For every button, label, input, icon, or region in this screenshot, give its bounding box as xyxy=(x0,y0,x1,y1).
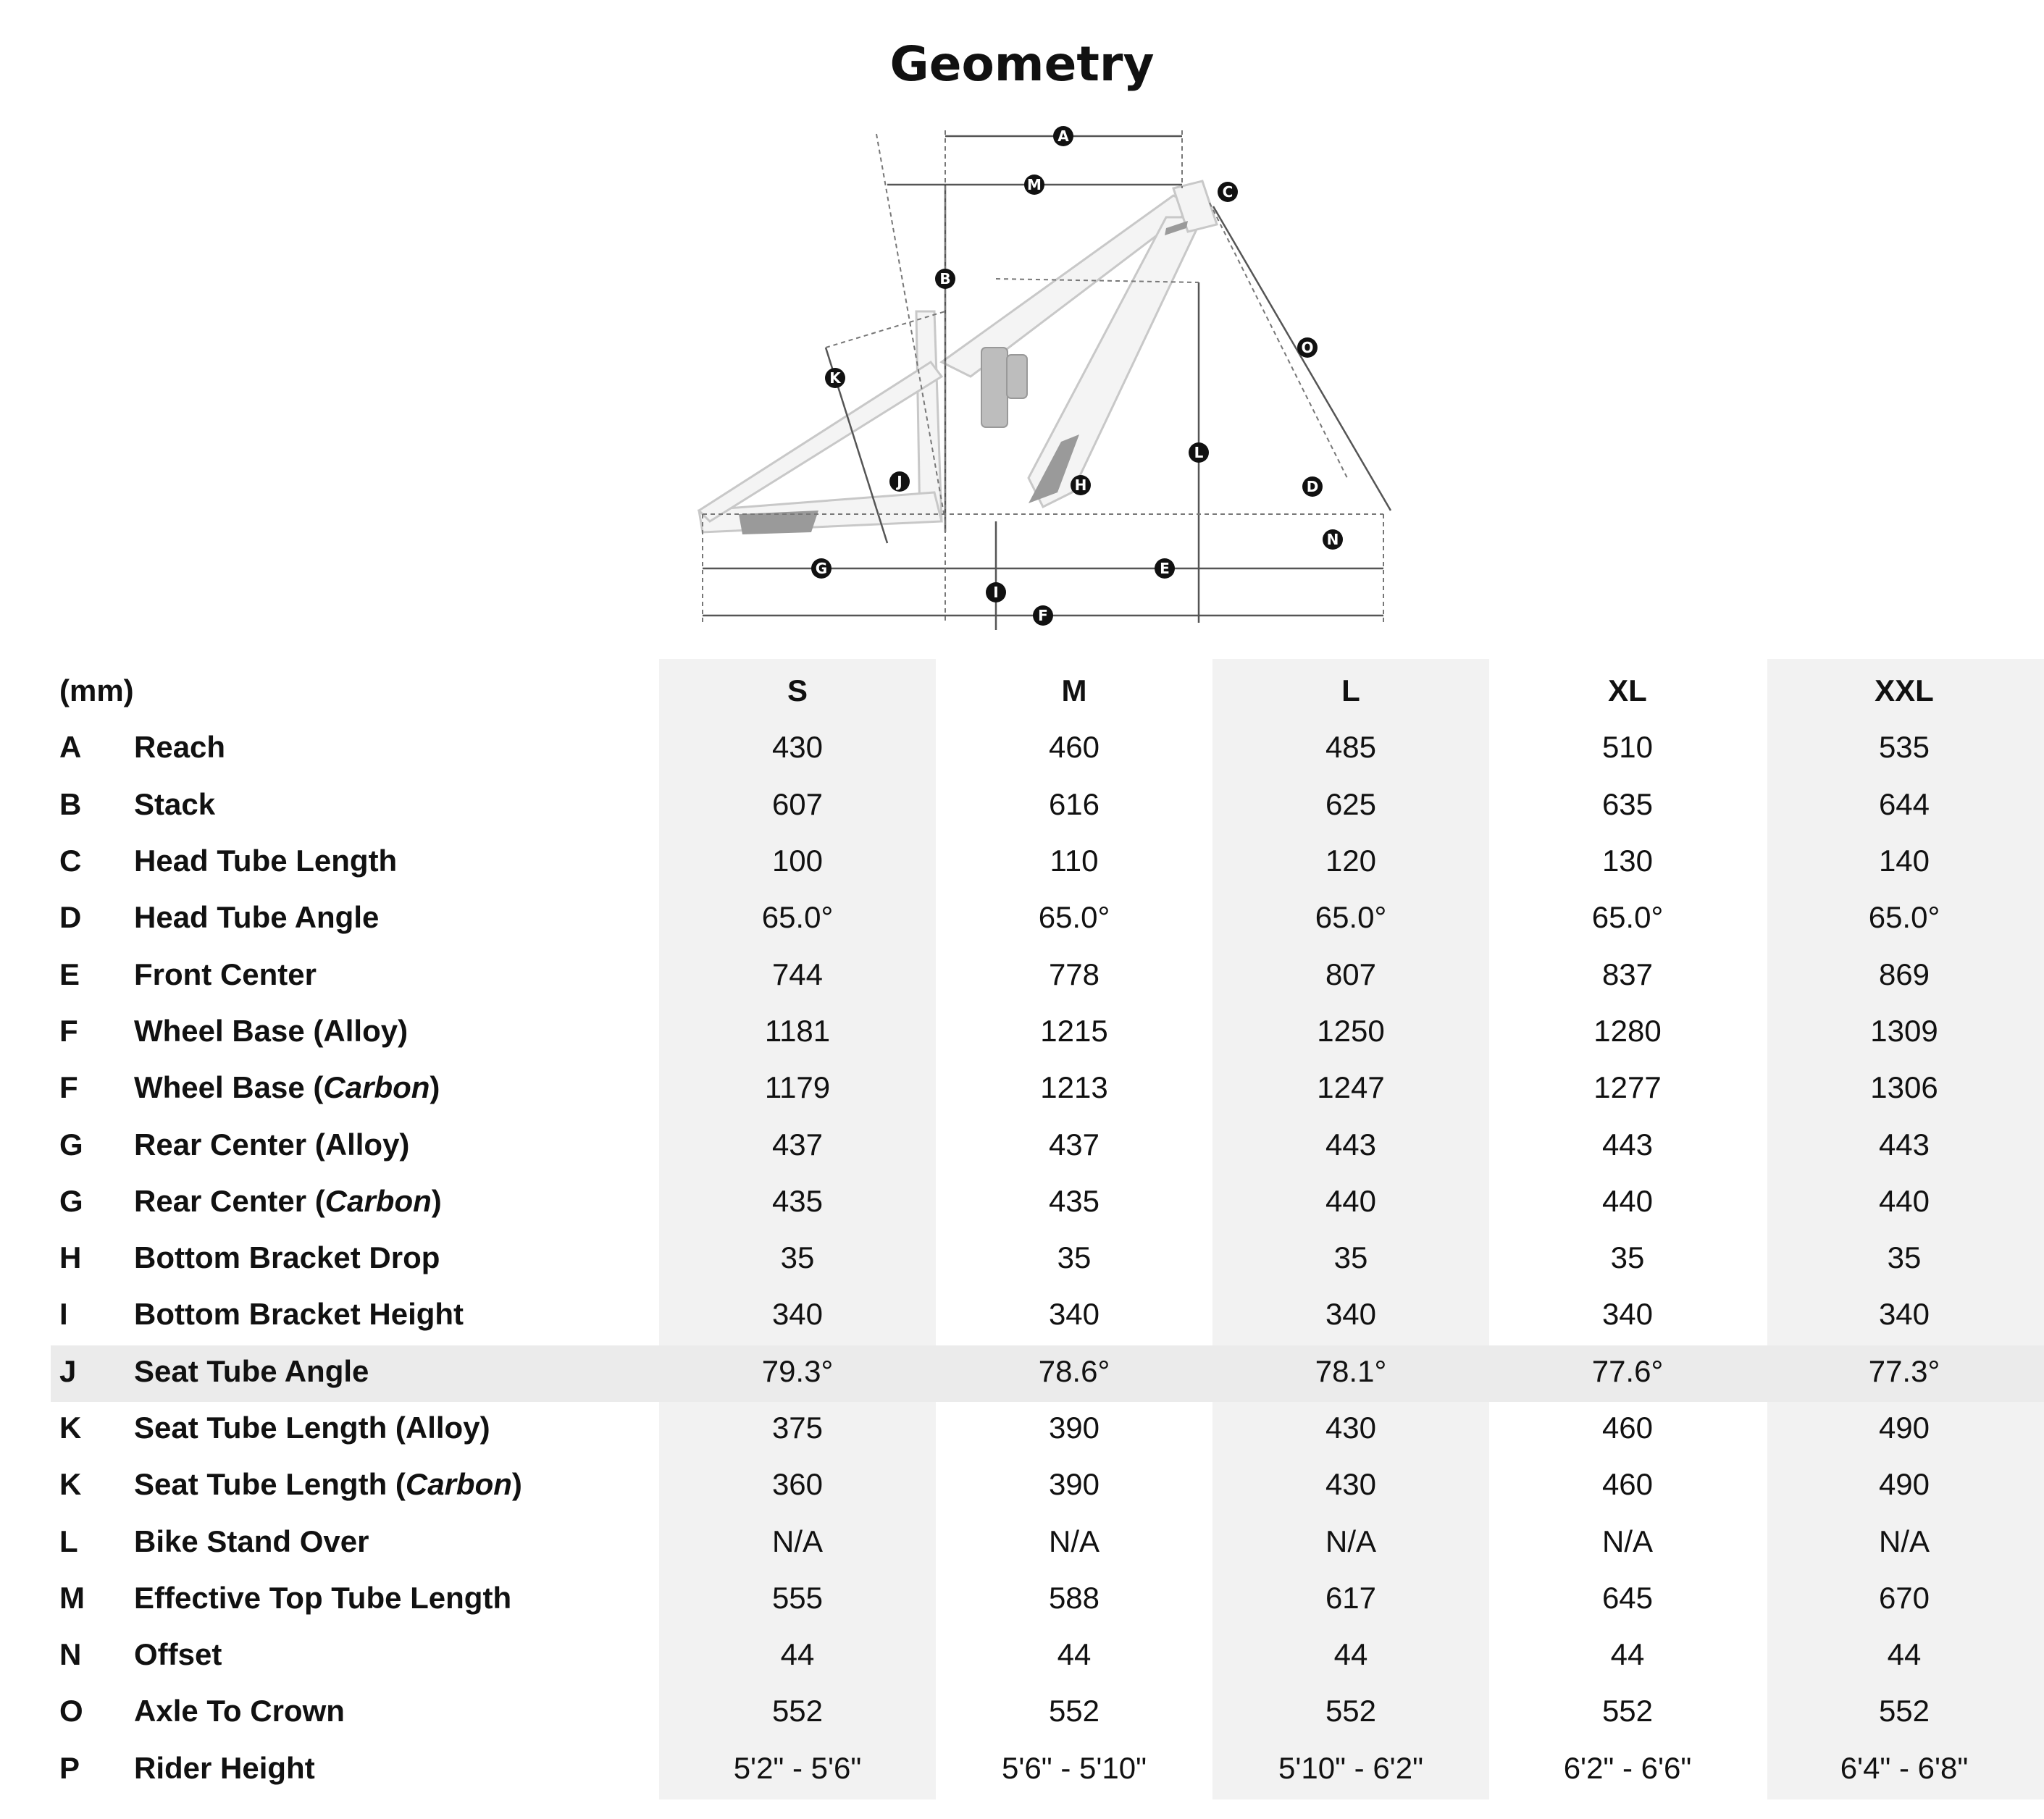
geometry-diagram xyxy=(666,116,1420,637)
marker-b xyxy=(935,269,955,289)
row-name-text: Head Tube Angle xyxy=(134,900,380,935)
table-row xyxy=(51,1286,2043,1343)
row-value: 79.3° xyxy=(761,1353,834,1388)
row-name-text: Rear Center ( xyxy=(134,1183,325,1218)
row-value: 44 xyxy=(1887,1637,1922,1672)
row-name-emphasis: Carbon xyxy=(324,1183,432,1218)
table-row xyxy=(51,1740,2043,1797)
row-letter: E xyxy=(59,957,80,991)
row-value: 65.0° xyxy=(1038,900,1110,935)
svg-text:D: D xyxy=(1306,478,1319,495)
svg-text:C: C xyxy=(1222,183,1233,201)
row-value: 1181 xyxy=(764,1013,831,1048)
row-value: 607 xyxy=(771,786,824,821)
row-value: 44 xyxy=(1610,1637,1645,1672)
row-name-text: Reach xyxy=(134,730,226,765)
row-value: 443 xyxy=(1878,1127,1930,1161)
row-letter: N xyxy=(59,1637,82,1672)
row-name xyxy=(134,1400,659,1456)
row-value: 35 xyxy=(1057,1240,1092,1275)
row-value: 110 xyxy=(1050,844,1099,878)
row-name-text: Seat Tube Length ( xyxy=(134,1467,406,1502)
svg-text:L: L xyxy=(1194,444,1204,461)
row-value: 443 xyxy=(1325,1127,1377,1161)
row-name-text: Offset xyxy=(134,1637,222,1672)
row-name-emphasis: Carbon xyxy=(323,1070,430,1105)
row-value: 44 xyxy=(780,1637,815,1672)
marker-c xyxy=(1218,182,1238,202)
row-value: 430 xyxy=(1325,1467,1377,1502)
row-value: 616 xyxy=(1048,786,1100,821)
shock-illustration xyxy=(981,348,1027,427)
row-value: 437 xyxy=(1048,1127,1100,1161)
table-row xyxy=(51,1116,2043,1172)
row-letter: H xyxy=(59,1240,82,1275)
row-name-suffix: ) xyxy=(511,1467,522,1502)
row-name-text: Wheel Base (Alloy) xyxy=(134,1013,409,1048)
row-value: 1247 xyxy=(1317,1070,1385,1105)
row-value: 460 xyxy=(1601,1467,1654,1502)
marker-g xyxy=(811,558,832,579)
row-value: 644 xyxy=(1878,786,1930,821)
row-value: 440 xyxy=(1325,1183,1377,1218)
row-letter: K xyxy=(59,1467,82,1502)
row-value: 1179 xyxy=(764,1070,831,1105)
row-value: 430 xyxy=(771,730,824,765)
table-header-row xyxy=(51,663,2043,719)
svg-text:M: M xyxy=(1027,176,1042,193)
svg-text:G: G xyxy=(815,560,828,577)
table-row xyxy=(51,833,2043,889)
row-name xyxy=(134,1513,659,1569)
table-row xyxy=(51,889,2043,946)
row-value: 65.0° xyxy=(761,900,834,935)
row-value: 437 xyxy=(771,1127,824,1161)
row-value: 552 xyxy=(1048,1694,1100,1728)
row-value: 1213 xyxy=(1040,1070,1108,1105)
marker-d xyxy=(1302,476,1323,497)
row-letter: G xyxy=(59,1183,83,1218)
row-value: 390 xyxy=(1048,1411,1100,1445)
row-value: 360 xyxy=(771,1467,824,1502)
row-name xyxy=(134,833,659,889)
marker-n xyxy=(1323,529,1343,550)
row-value: 5'2" - 5'6" xyxy=(733,1750,862,1785)
table-row xyxy=(51,1173,2043,1230)
table-row xyxy=(51,1683,2043,1739)
marker-i xyxy=(986,582,1006,602)
row-value: 440 xyxy=(1601,1183,1654,1218)
row-value: 588 xyxy=(1048,1580,1100,1615)
row-value: 35 xyxy=(1887,1240,1922,1275)
row-value: 340 xyxy=(1601,1297,1654,1332)
row-name-suffix: ) xyxy=(430,1070,440,1105)
row-value: 140 xyxy=(1878,844,1930,878)
row-letter: K xyxy=(59,1411,82,1445)
table-row xyxy=(51,1626,2043,1683)
table-row xyxy=(51,1003,2043,1059)
row-name-text: Bike Stand Over xyxy=(134,1524,369,1558)
size-header: M xyxy=(1061,673,1087,708)
row-value: 460 xyxy=(1601,1411,1654,1445)
svg-text:A: A xyxy=(1057,127,1069,145)
marker-k xyxy=(825,368,845,388)
row-value: 645 xyxy=(1601,1580,1654,1615)
row-value: 744 xyxy=(771,957,824,991)
size-header: S xyxy=(787,673,808,708)
row-value: 375 xyxy=(771,1411,824,1445)
row-value: 625 xyxy=(1325,786,1377,821)
row-value: 617 xyxy=(1325,1580,1377,1615)
row-name-text: Seat Tube Angle xyxy=(134,1353,369,1388)
row-letter: D xyxy=(59,900,82,935)
svg-text:N: N xyxy=(1326,531,1339,548)
marker-l xyxy=(1189,442,1209,463)
row-letter: O xyxy=(59,1694,83,1728)
row-name-suffix: ) xyxy=(431,1183,442,1218)
row-value: 6'2" - 6'6" xyxy=(1563,1750,1692,1785)
row-value: 485 xyxy=(1325,730,1377,765)
row-value: 552 xyxy=(1325,1694,1377,1728)
geometry-table xyxy=(51,663,2043,1797)
row-value: 435 xyxy=(771,1183,824,1218)
row-name xyxy=(134,1286,659,1343)
size-header: XL xyxy=(1608,673,1647,708)
row-value: 552 xyxy=(1601,1694,1654,1728)
svg-text:I: I xyxy=(993,584,999,601)
row-value: 552 xyxy=(1878,1694,1930,1728)
row-value: 1306 xyxy=(1870,1070,1938,1105)
row-value: 65.0° xyxy=(1591,900,1664,935)
page-title: Geometry xyxy=(889,36,1155,92)
row-letter: M xyxy=(59,1580,85,1615)
row-value: 552 xyxy=(771,1694,824,1728)
row-value: 1280 xyxy=(1593,1013,1662,1048)
row-value: 807 xyxy=(1325,957,1377,991)
row-name-text: Bottom Bracket Drop xyxy=(134,1240,440,1275)
row-name xyxy=(134,889,659,946)
row-value: 5'10" - 6'2" xyxy=(1278,1750,1423,1785)
size-header: XXL xyxy=(1875,673,1934,708)
row-value: 510 xyxy=(1601,730,1654,765)
row-value: 670 xyxy=(1878,1580,1930,1615)
row-name xyxy=(134,1116,659,1172)
row-name xyxy=(134,719,659,776)
row-value: 340 xyxy=(771,1297,824,1332)
row-letter: G xyxy=(59,1127,83,1161)
table-row xyxy=(51,1230,2043,1286)
row-value: 6'4" - 6'8" xyxy=(1840,1750,1969,1785)
row-name-text: Axle To Crown xyxy=(134,1694,345,1728)
row-value: 65.0° xyxy=(1315,900,1387,935)
row-name xyxy=(134,1059,659,1116)
row-value: N/A xyxy=(771,1524,823,1558)
table-row xyxy=(51,1513,2043,1569)
row-value: 430 xyxy=(1325,1411,1377,1445)
row-value: 130 xyxy=(1601,844,1654,878)
marker-o xyxy=(1297,337,1318,358)
row-value: N/A xyxy=(1601,1524,1653,1558)
row-name-text: Front Center xyxy=(134,957,317,991)
row-value: 1215 xyxy=(1040,1013,1108,1048)
row-value: 390 xyxy=(1048,1467,1100,1502)
row-value: 340 xyxy=(1325,1297,1377,1332)
row-letter: A xyxy=(59,730,82,765)
svg-text:E: E xyxy=(1160,560,1170,577)
row-name xyxy=(134,1456,659,1513)
dashed-guides xyxy=(703,130,1383,623)
row-value: 35 xyxy=(1333,1240,1368,1275)
row-value: 1277 xyxy=(1593,1070,1662,1105)
marker-a xyxy=(1053,126,1073,146)
table-row xyxy=(51,1570,2043,1626)
row-value: 1250 xyxy=(1317,1013,1385,1048)
row-value: 460 xyxy=(1048,730,1100,765)
row-value: 77.3° xyxy=(1868,1353,1940,1388)
svg-text:F: F xyxy=(1038,607,1048,624)
table-row xyxy=(51,1456,2043,1513)
row-name xyxy=(134,1343,659,1400)
row-value: 440 xyxy=(1878,1183,1930,1218)
bike-frame-illustration xyxy=(699,181,1217,532)
dimension-lines xyxy=(703,136,1391,630)
row-name-text: Bottom Bracket Height xyxy=(134,1297,464,1332)
row-value: 555 xyxy=(771,1580,824,1615)
row-value: 869 xyxy=(1878,957,1930,991)
unit-label: (mm) xyxy=(59,673,134,708)
row-name xyxy=(134,1740,659,1797)
row-name-text: Rider Height xyxy=(134,1750,315,1785)
row-value: 435 xyxy=(1048,1183,1100,1218)
row-value: 78.6° xyxy=(1038,1353,1110,1388)
row-name xyxy=(134,776,659,833)
row-value: 778 xyxy=(1048,957,1100,991)
row-name xyxy=(134,946,659,1002)
row-name-text: Head Tube Length xyxy=(134,844,398,878)
table-row xyxy=(51,776,2043,833)
svg-text:K: K xyxy=(829,369,841,387)
row-letter: B xyxy=(59,786,82,821)
table-row xyxy=(51,1400,2043,1456)
row-letter: F xyxy=(59,1070,78,1105)
size-header: L xyxy=(1341,673,1360,708)
row-value: N/A xyxy=(1325,1524,1376,1558)
table-row xyxy=(51,946,2043,1002)
marker-m xyxy=(1024,175,1044,195)
row-name xyxy=(134,1683,659,1739)
row-name-emphasis: Carbon xyxy=(405,1467,512,1502)
marker-e xyxy=(1155,558,1175,579)
table-row xyxy=(51,1343,2043,1400)
row-value: N/A xyxy=(1048,1524,1100,1558)
row-name xyxy=(134,1570,659,1626)
row-name-text: Effective Top Tube Length xyxy=(134,1580,512,1615)
row-letter: F xyxy=(59,1013,78,1048)
row-value: 490 xyxy=(1878,1467,1930,1502)
marker-f xyxy=(1033,605,1053,626)
svg-text:O: O xyxy=(1301,339,1314,356)
row-name xyxy=(134,1230,659,1286)
row-value: 443 xyxy=(1601,1127,1654,1161)
row-value: 535 xyxy=(1878,730,1930,765)
table-row xyxy=(51,719,2043,776)
marker-j xyxy=(889,471,910,492)
row-name xyxy=(134,1003,659,1059)
row-name-text: Stack xyxy=(134,786,216,821)
row-name-text: Wheel Base ( xyxy=(134,1070,324,1105)
dimension-markers xyxy=(811,126,1343,626)
marker-h xyxy=(1071,475,1091,495)
row-name-text: Seat Tube Length (Alloy) xyxy=(134,1411,490,1445)
row-value: 65.0° xyxy=(1868,900,1940,935)
svg-text:H: H xyxy=(1074,476,1087,494)
row-value: 837 xyxy=(1601,957,1654,991)
row-value: 100 xyxy=(771,844,824,878)
row-letter: J xyxy=(59,1353,77,1388)
row-value: 1309 xyxy=(1870,1013,1938,1048)
row-letter: C xyxy=(59,844,82,878)
row-value: 35 xyxy=(1610,1240,1645,1275)
row-letter: I xyxy=(59,1297,68,1332)
svg-text:J: J xyxy=(897,473,902,490)
row-letter: P xyxy=(59,1750,80,1785)
row-value: N/A xyxy=(1878,1524,1930,1558)
row-letter: L xyxy=(59,1524,78,1558)
row-value: 120 xyxy=(1325,844,1377,878)
row-value: 77.6° xyxy=(1591,1353,1664,1388)
table-row xyxy=(51,1059,2043,1116)
row-value: 5'6" - 5'10" xyxy=(1002,1750,1147,1785)
row-name-text: Rear Center (Alloy) xyxy=(134,1127,410,1161)
row-name xyxy=(134,1173,659,1230)
row-value: 490 xyxy=(1878,1411,1930,1445)
row-value: 78.1° xyxy=(1315,1353,1387,1388)
svg-text:B: B xyxy=(939,270,951,287)
row-name xyxy=(134,1626,659,1683)
row-value: 340 xyxy=(1048,1297,1100,1332)
row-value: 35 xyxy=(780,1240,815,1275)
row-value: 340 xyxy=(1878,1297,1930,1332)
row-value: 635 xyxy=(1601,786,1654,821)
row-value: 44 xyxy=(1057,1637,1092,1672)
row-value: 44 xyxy=(1333,1637,1368,1672)
